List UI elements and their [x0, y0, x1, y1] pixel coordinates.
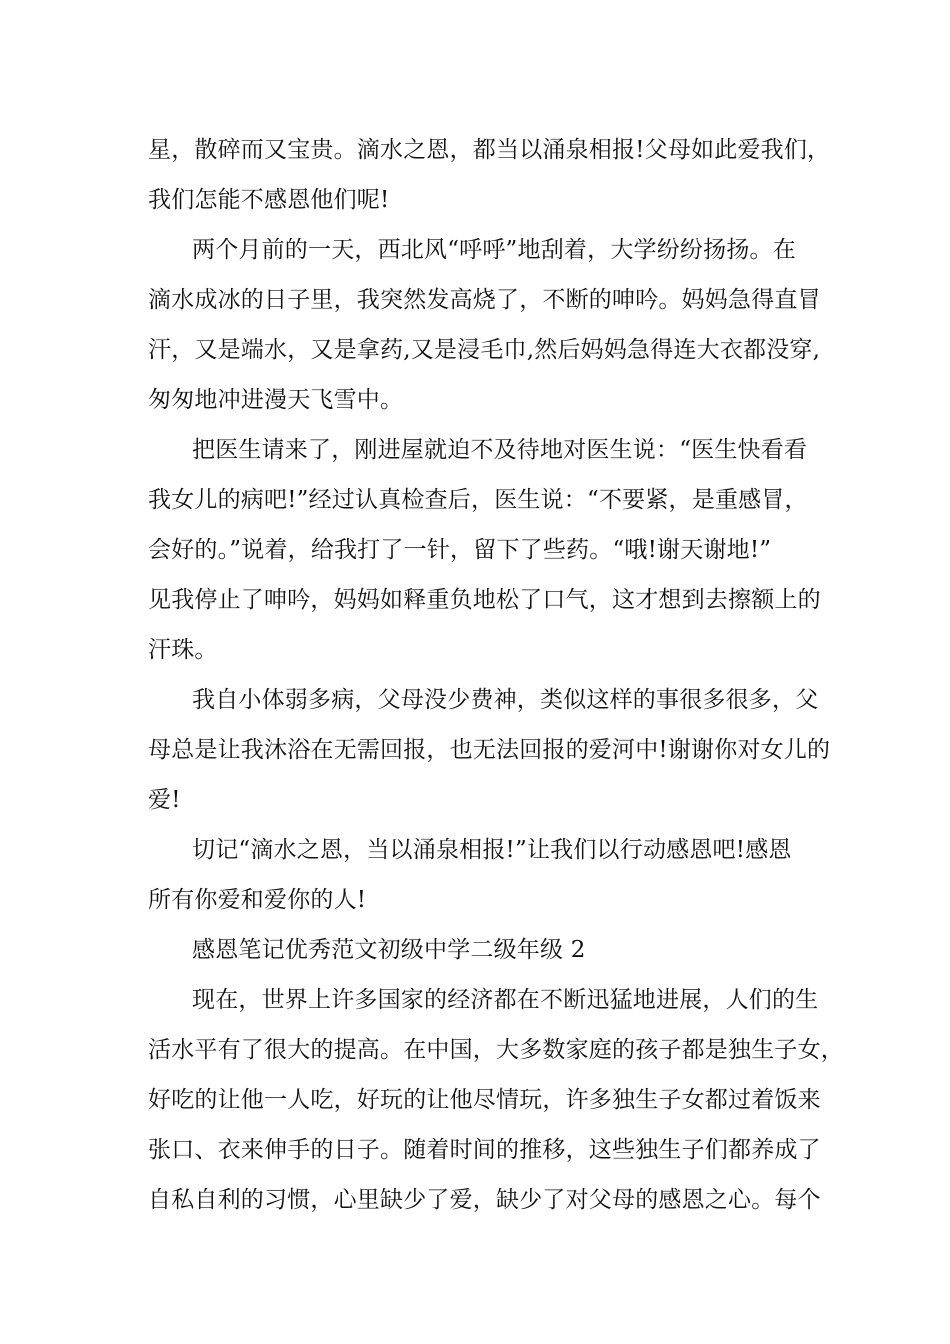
text-line: 把医生请来了，刚进屋就迫不及待地对医生说：“医生快看看 [192, 437, 808, 463]
text-line: 爱! [148, 787, 181, 813]
text-line: 匆匆地冲进漫天飞雪中。 [148, 387, 404, 413]
text-line: 活水平有了很大的提高。在中国，大多数家庭的孩子都是独生子女， [148, 1037, 844, 1063]
text-line: 母总是让我沐浴在无需回报，也无法回报的爱河中!谢谢你对女儿的 [148, 737, 831, 763]
text-line: 我们怎能不感恩他们呢! [148, 187, 390, 213]
text-line: 滴水成冰的日子里，我突然发高烧了，不断的呻吟。妈妈急得直冒 [148, 287, 821, 313]
text-line: 汗，又是端水，又是拿药,又是浸毛巾,然后妈妈急得连大衣都没穿, [148, 337, 821, 363]
text-line: 好吃的让他一人吃，好玩的让他尽情玩，许多独生子女都过着饭来 [148, 1087, 821, 1113]
text-line: 张口、衣来伸手的日子。随着时间的推移，这些独生子们都养成了 [148, 1137, 821, 1163]
text-line: 所有你爱和爱你的人! [148, 887, 367, 913]
text-line: 我女儿的病吧!”经过认真检查后，医生说：“不要紧，是重感冒， [148, 487, 808, 513]
text-line: 星，散碎而又宝贵。滴水之恩，都当以涌泉相报!父母如此爱我们， [148, 137, 831, 163]
text-line: 会好的。”说着，给我打了一针，留下了些药。“哦!谢天谢地!” [148, 537, 772, 563]
text-line: 自私自利的习惯，心里缺少了爱，缺少了对父母的感恩之心。每个 [148, 1187, 821, 1213]
text-line: 汗珠。 [148, 637, 218, 663]
text-line: 现在，世界上许多国家的经济都在不断迅猛地进展，人们的生 [192, 987, 819, 1013]
text-line: 切记“滴水之恩，当以涌泉相报!”让我们以行动感恩吧!感恩 [192, 837, 792, 863]
text-line: 我自小体弱多病，父母没少费神，类似这样的事很多很多，父 [192, 687, 819, 713]
section-heading: 感恩笔记优秀范文初级中学二级年级 2 [192, 937, 586, 963]
text-line: 两个月前的一天，西北风“呼呼”地刮着，大学纷纷扬扬。在 [192, 237, 796, 263]
text-line: 见我停止了呻吟，妈妈如释重负地松了口气，这才想到去擦额上的 [148, 587, 821, 613]
